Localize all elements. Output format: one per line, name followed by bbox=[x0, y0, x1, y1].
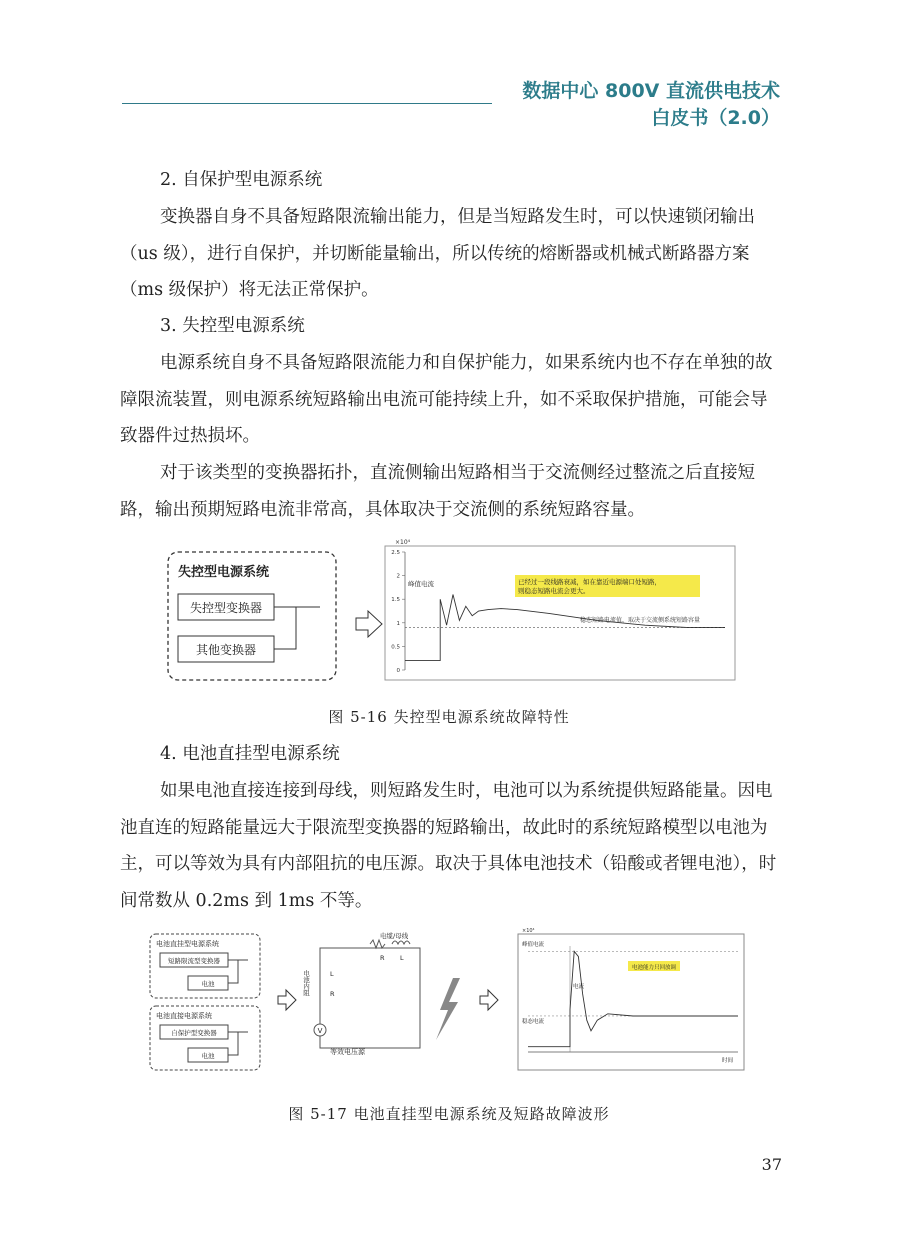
note-line1: 已经过一段线路衰减，如在靠近电源端口处短路， bbox=[518, 578, 661, 586]
circuit-loop bbox=[317, 948, 420, 1048]
cable-r-label: R bbox=[380, 954, 385, 962]
battery-highlight-text: 电池能力只回放调 bbox=[631, 965, 677, 971]
cable-label: 电缆/母线 bbox=[380, 932, 409, 940]
figure-5-16 bbox=[160, 538, 740, 688]
y-tick-label: 1 bbox=[396, 620, 400, 627]
right-arrow-icon bbox=[356, 611, 382, 637]
cable-resistor bbox=[370, 940, 385, 948]
header-title-line2: 白皮书（2.0） bbox=[651, 107, 780, 129]
block-uncontrolled-label: 失控型变换器 bbox=[189, 601, 263, 615]
heading-uncontrolled: 3. 失控型电源系统 bbox=[160, 316, 305, 336]
sys2-block1-label: 自保护型变换器 bbox=[171, 1029, 217, 1037]
peak-current-label: 峰值电流 bbox=[408, 580, 434, 588]
steady-current-label: 稳态短路电流值，取决于交流侧系统短路容量 bbox=[580, 617, 701, 624]
page-number: 37 bbox=[761, 1155, 782, 1174]
y-tick-label: 2.5 bbox=[391, 550, 400, 556]
paragraph-self-protect: 变换器自身不具备短路限流输出能力，但是当短路发生时，可以快速锁闭输出（us 级），进行自保护，并切断能量输出，所以传统的熔断器或机械式断路器方案（ms 级保护）将无法正常保护。 bbox=[120, 207, 755, 300]
current-axis-label: 电流 bbox=[573, 984, 585, 990]
paragraph-battery: 如果电池直接连接到母线，则短路发生时，电池可以为系统提供短路能量。因电池直连的短路能量远大于限流型变换器的短路输出，故此时的系统短路模型以电池为主，可以等效为具有内部阻抗的电压源。取决于具体电池技术（铅酸或者锂电池），时间常数从 0.2ms 到 1ms 不等。 bbox=[120, 781, 777, 911]
caption-5-16: 图 5-16 失控型电源系统故障特性 bbox=[328, 708, 570, 726]
right-arrow-icon bbox=[278, 990, 296, 1010]
sys1-title: 电池直挂型电源系统 bbox=[156, 940, 219, 948]
block-other-label: 其他变换器 bbox=[195, 643, 257, 657]
heading-self-protect: 2. 自保护型电源系统 bbox=[160, 170, 323, 190]
y-tick-label: 0 bbox=[396, 668, 400, 674]
left-l-label: L bbox=[330, 970, 334, 978]
heading-battery: 4. 电池直挂型电源系统 bbox=[160, 744, 340, 764]
box-title: 失控型电源系统 bbox=[178, 565, 270, 580]
battery-peak-label: 峰值电流 bbox=[522, 942, 545, 948]
header-rule bbox=[122, 103, 492, 104]
battery-internal-label: 电池内阻 bbox=[302, 970, 310, 996]
header-title-line1: 数据中心 800V 直流供电技术 bbox=[522, 80, 780, 102]
caption-5-17: 图 5-17 电池直挂型电源系统及短路故障波形 bbox=[288, 1105, 610, 1123]
header-title bbox=[522, 78, 780, 132]
y-multiplier-2: ×10⁴ bbox=[522, 928, 535, 934]
sys2-title: 电池直接电源系统 bbox=[156, 1012, 212, 1020]
cable-inductor bbox=[392, 941, 410, 944]
sys1-block1-label: 短路限流型变换器 bbox=[168, 957, 220, 965]
left-r-label: R bbox=[330, 990, 335, 998]
y-tick-label: 2 bbox=[396, 573, 400, 580]
y-tick-label: 0.5 bbox=[391, 644, 400, 651]
sys1-block2-label: 电池 bbox=[201, 980, 215, 988]
equivalent-source-label: 等效电压源 bbox=[330, 1048, 365, 1056]
chart-frame-2 bbox=[518, 934, 744, 1070]
y-tick-label: 1.5 bbox=[391, 597, 400, 604]
chart-frame bbox=[385, 546, 735, 680]
sys1-connectors bbox=[228, 960, 248, 983]
right-arrow-icon-2 bbox=[480, 990, 498, 1010]
lightning-fault-icon bbox=[436, 978, 460, 1040]
battery-steady-label: 稳态电流 bbox=[522, 1019, 545, 1025]
voltage-symbol: V bbox=[317, 1027, 323, 1035]
connector-lines bbox=[274, 607, 320, 649]
y-multiplier: ×10⁴ bbox=[395, 539, 411, 546]
sys2-block2-label: 电池 bbox=[201, 1052, 215, 1060]
time-axis-label: 时间 bbox=[721, 1058, 733, 1064]
paragraph-uncontrolled-1: 电源系统自身不具备短路限流能力和自保护能力，如果系统内也不存在单独的故障限流装置，则电源系统短路输出电流可能持续上升，如不采取保护措施，可能会导致器件过热损坏。 bbox=[120, 353, 773, 446]
figure-5-17 bbox=[148, 928, 748, 1076]
paragraph-uncontrolled-2: 对于该类型的变换器拓扑，直流侧输出短路相当于交流侧经过整流之后直接短路，输出预期短路电流非常高，具体取决于交流侧的系统短路容量。 bbox=[120, 463, 755, 520]
note-line2: 则稳态短路电流会更大。 bbox=[518, 587, 590, 595]
sys2-connectors bbox=[228, 1032, 248, 1055]
cable-l-label: L bbox=[400, 954, 404, 962]
